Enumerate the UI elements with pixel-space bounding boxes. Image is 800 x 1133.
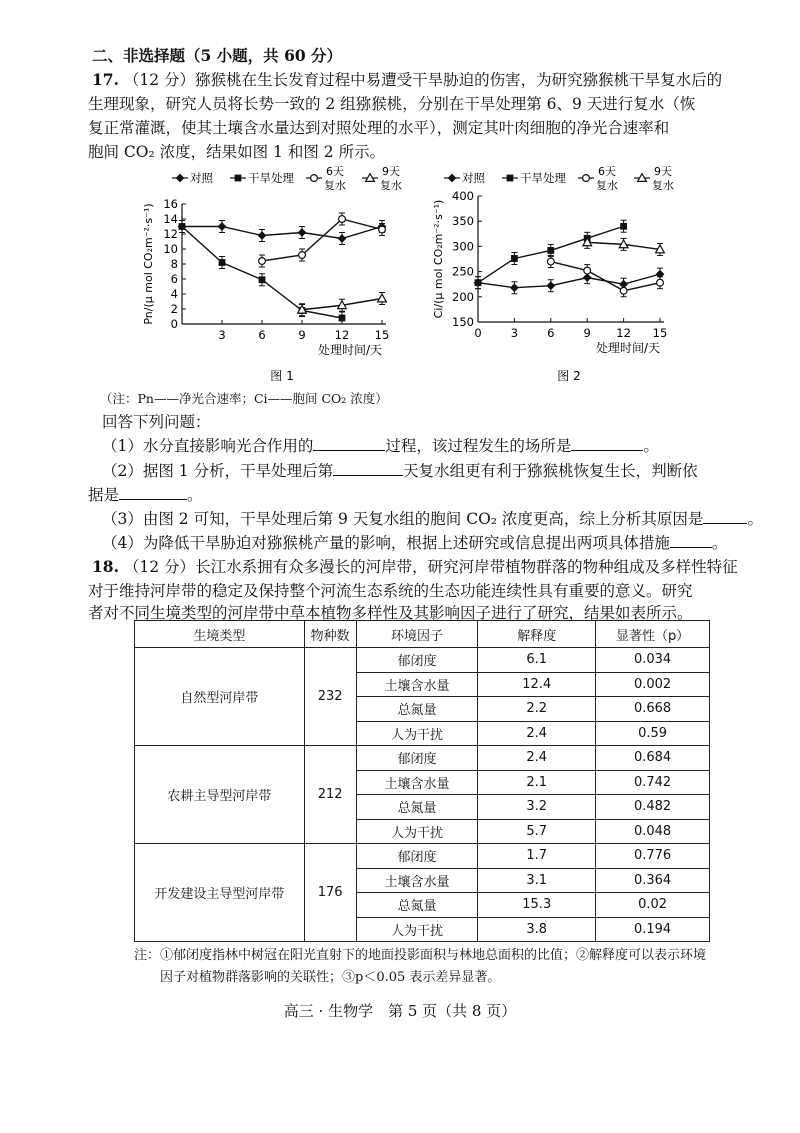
sub4-text-b: 。	[711, 534, 728, 552]
data-point	[179, 223, 186, 230]
y-tick-label: 16	[163, 197, 178, 211]
q17-intro-2: 生理现象，研究人员将长势一致的 2 组猕猴桃，分别在干旱处理第 6、9 天进行复水（恢	[88, 95, 696, 113]
data-point	[507, 175, 514, 182]
x-tick-label: 15	[652, 326, 668, 340]
explanation-cell: 2.2	[478, 697, 596, 722]
explanation-cell: 12.4	[478, 672, 596, 697]
data-point	[657, 279, 664, 286]
data-point	[176, 174, 185, 183]
table-row	[135, 844, 710, 869]
series-line	[551, 262, 660, 291]
table-header-row	[135, 621, 710, 648]
figure-caption: 图 2	[557, 369, 581, 383]
x-tick-label: 0	[474, 326, 482, 340]
data-point	[448, 174, 457, 183]
factor-cell: 总氮量	[356, 795, 478, 820]
data-point	[475, 279, 482, 286]
sub1-text-c: 。	[643, 437, 659, 455]
x-tick-label: 3	[218, 328, 226, 342]
p-value-cell: 0.364	[596, 868, 710, 893]
sub4-text-a: （4）为降低干旱胁迫对猕猴桃产量的影响，根据上述研究或信息提出两项具体措施	[102, 534, 670, 552]
explanation-cell: 2.4	[478, 746, 596, 771]
table-row	[135, 648, 710, 673]
table-header: 显著性（p）	[596, 621, 710, 648]
data-point	[378, 294, 387, 302]
sub3-text-b: 。	[747, 510, 763, 528]
y-tick-label: 300	[452, 239, 474, 254]
sub3-text-a: （3）由图 2 可知，干旱处理后第 9 天复水组的胞间 CO₂ 浓度更高，综上分析其原因是	[102, 510, 704, 528]
explanation-cell: 3.8	[478, 917, 596, 942]
q17-number: 17.	[92, 70, 119, 89]
sub2-text-b: 天复水组更有利于猕猴桃恢复生长，判断依	[403, 462, 698, 480]
series-line	[262, 219, 382, 261]
data-point	[259, 258, 266, 265]
answer-blank[interactable]	[313, 436, 385, 451]
y-tick-label: 10	[163, 242, 178, 256]
data-point	[379, 226, 386, 233]
factor-cell: 人为干扰	[356, 721, 478, 746]
habitat-table	[134, 620, 710, 942]
q18-intro-1: 长江水系拥有众多漫长的河岸带，研究河岸带植物群落的物种组成及多样性特征	[195, 558, 738, 576]
explanation-cell: 5.7	[478, 819, 596, 844]
table-row	[135, 746, 710, 771]
species-cell: 176	[304, 844, 356, 942]
data-point	[338, 234, 347, 243]
factor-cell: 郁闭度	[356, 746, 478, 771]
x-tick-label: 12	[334, 328, 350, 342]
p-value-cell: 0.59	[596, 721, 710, 746]
p-value-cell: 0.194	[596, 917, 710, 942]
legend-label: 6天	[326, 165, 344, 178]
data-point	[311, 175, 318, 182]
answer-blank[interactable]	[703, 509, 747, 524]
p-value-cell: 0.742	[596, 770, 710, 795]
legend-label: 复水	[324, 179, 346, 192]
factor-cell: 总氮量	[356, 893, 478, 918]
legend-label: 9天	[654, 165, 672, 178]
y-tick-label: 4	[170, 287, 178, 301]
explanation-cell: 1.7	[478, 844, 596, 869]
y-axis-label: Ci/(μ mol CO₂m⁻²·s⁻¹)	[432, 199, 445, 319]
legend-label: 复水	[380, 179, 402, 192]
data-point	[546, 281, 555, 290]
q17-intro-1: 猕猴桃在生长发育过程中易遭受干旱胁迫的伤害，为研究猕猴桃干旱复水后的	[195, 71, 723, 89]
sub1-text-a: （1）水分直接影响光合作用的	[102, 437, 314, 455]
table-header: 生境类型	[135, 621, 305, 648]
y-tick-label: 0	[170, 317, 178, 331]
y-tick-label: 200	[452, 289, 474, 304]
x-tick-label: 12	[616, 326, 631, 340]
legend-label: 干旱处理	[248, 171, 294, 185]
y-tick-label: 250	[452, 264, 474, 279]
data-point	[235, 175, 242, 182]
p-value-cell: 0.684	[596, 746, 710, 771]
data-point	[299, 252, 306, 259]
factor-cell: 郁闭度	[356, 844, 478, 869]
factor-cell: 郁闭度	[356, 648, 478, 673]
x-tick-label: 3	[510, 326, 519, 340]
factor-cell: 土壤含水量	[356, 770, 478, 795]
data-point	[258, 231, 267, 240]
table-header: 解释度	[478, 621, 596, 648]
y-tick-label: 350	[452, 214, 474, 229]
table-header: 环境因子	[356, 621, 478, 648]
x-tick-label: 15	[374, 328, 390, 342]
q18-points: （12 分）	[123, 558, 196, 576]
sub-question-1	[102, 436, 659, 456]
figure-1-chart	[140, 164, 420, 384]
habitat-cell: 开发建设主导型河岸带	[135, 844, 305, 942]
p-value-cell: 0.002	[596, 672, 710, 697]
q17-line-1	[92, 70, 722, 90]
explanation-cell: 3.2	[478, 795, 596, 820]
factor-cell: 人为干扰	[356, 819, 478, 844]
factor-cell: 人为干扰	[356, 917, 478, 942]
legend-label: 6天	[598, 165, 616, 178]
q18-number: 18.	[92, 557, 119, 576]
p-value-cell: 0.776	[596, 844, 710, 869]
table-note-line-1: 注：①郁闭度指林中树冠在阳光直射下的地面投影面积与林地总面积的比值；②解释度可以表示环境	[134, 948, 707, 963]
legend-label: 9天	[382, 165, 400, 178]
data-point	[583, 175, 590, 182]
q17-intro-4: 胞间 CO₂ 浓度，结果如图 1 和图 2 所示。	[88, 143, 386, 161]
answer-prompt: 回答下列问题：	[102, 413, 211, 431]
sub-question-3	[102, 509, 763, 529]
sub1-text-b: 过程，该过程发生的场所是	[385, 437, 572, 455]
data-point	[620, 223, 627, 230]
y-tick-label: 400	[452, 189, 474, 203]
data-point	[259, 276, 266, 283]
data-point	[219, 259, 226, 266]
data-point	[584, 267, 591, 274]
factor-cell: 土壤含水量	[356, 672, 478, 697]
section-heading: 二、非选择题（5 小题，共 60 分）	[92, 46, 343, 65]
q17-points: （12 分）	[123, 71, 196, 89]
x-tick-label: 6	[547, 326, 555, 340]
legend-label: 干旱处理	[520, 171, 566, 185]
x-tick-label: 6	[258, 328, 266, 342]
explanation-cell: 3.1	[478, 868, 596, 893]
explanation-cell: 15.3	[478, 893, 596, 918]
y-tick-label: 8	[170, 257, 178, 271]
x-tick-label: 9	[298, 328, 306, 342]
sub-question-2	[102, 461, 698, 481]
data-point	[620, 287, 627, 294]
figure-caption: 图 1	[270, 369, 294, 383]
q18-intro-3: 者对不同生境类型的河岸带中草本植物多样性及其影响因子进行了研究，结果如表所示。	[88, 604, 693, 622]
data-point	[298, 228, 307, 237]
explanation-cell: 2.4	[478, 721, 596, 746]
table-header: 物种数	[304, 621, 356, 648]
habitat-cell: 自然型河岸带	[135, 648, 305, 746]
q18-intro-2: 对于维持河岸带的稳定及保持整个河流生态系统的生态功能连续性具有重要的意义。研究	[88, 582, 693, 600]
sub-question-4	[102, 533, 727, 553]
table-note-line-2: 因子对植物群落影响的关联性；③p＜0.05 表示差异显著。	[160, 970, 501, 985]
explanation-cell: 2.1	[478, 770, 596, 795]
answer-blank[interactable]	[119, 485, 187, 500]
y-tick-label: 6	[170, 272, 178, 286]
y-tick-label: 12	[163, 227, 178, 241]
y-axis-label: Pn/(μ mol CO₂m⁻²·s⁻¹)	[142, 203, 155, 325]
answer-blank[interactable]	[670, 533, 712, 548]
figure-2-chart	[430, 164, 690, 384]
series-line	[182, 227, 382, 239]
series-line	[478, 274, 660, 288]
data-point	[511, 255, 518, 262]
legend-label: 对照	[462, 171, 485, 185]
explanation-cell: 6.1	[478, 648, 596, 673]
page-footer: 高三 · 生物学 第 5 页（共 8 页）	[283, 1002, 517, 1020]
y-tick-label: 14	[163, 212, 178, 226]
data-point	[547, 258, 554, 265]
data-point	[510, 283, 519, 292]
x-axis-label: 处理时间/天	[317, 343, 382, 357]
x-axis-label: 处理时间/天	[595, 341, 660, 355]
y-tick-label: 150	[452, 315, 474, 329]
x-tick-label: 9	[583, 326, 591, 340]
legend-label: 复水	[652, 179, 674, 192]
q17-intro-3: 复正常灌溉，使其土壤含水量达到对照处理的水平），测定其叶肉细胞的净光合速率和	[88, 119, 670, 137]
legend-label: 对照	[190, 171, 213, 185]
species-cell: 212	[304, 746, 356, 844]
sub2-text-c: 据是	[88, 486, 120, 504]
p-value-cell: 0.02	[596, 893, 710, 918]
q18-line-1	[92, 557, 738, 577]
data-point	[547, 247, 554, 254]
legend-label: 复水	[596, 179, 618, 192]
data-point	[339, 315, 346, 322]
answer-blank[interactable]	[333, 461, 403, 476]
data-point	[339, 216, 346, 223]
sub2-text-a: （2）据图 1 分析，干旱处理后第	[102, 462, 334, 480]
sub2-text-d: 。	[187, 486, 203, 504]
y-tick-label: 2	[170, 302, 178, 316]
factor-cell: 土壤含水量	[356, 868, 478, 893]
p-value-cell: 0.048	[596, 819, 710, 844]
answer-blank[interactable]	[571, 436, 643, 451]
p-value-cell: 0.482	[596, 795, 710, 820]
p-value-cell: 0.668	[596, 697, 710, 722]
p-value-cell: 0.034	[596, 648, 710, 673]
species-cell: 232	[304, 648, 356, 746]
factor-cell: 总氮量	[356, 697, 478, 722]
data-point	[218, 222, 227, 231]
habitat-cell: 农耕主导型河岸带	[135, 746, 305, 844]
figure-note: （注：Pn——净光合速率；Ci——胞间 CO₂ 浓度）	[100, 391, 388, 406]
sub-question-2-cont	[88, 485, 203, 505]
